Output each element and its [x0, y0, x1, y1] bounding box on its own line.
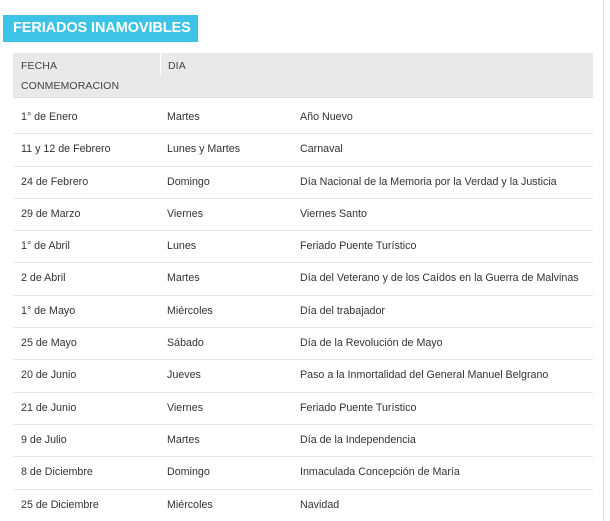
- row-conmemoracion: Día de la Independencia: [300, 433, 416, 446]
- row-fecha: 9 de Julio: [21, 433, 67, 446]
- section-title: FERIADOS INAMOVIBLES: [3, 15, 198, 42]
- row-conmemoracion: Día del Veterano y de los Caídos en la Guerra de Malvinas: [300, 272, 579, 285]
- row-conmemoracion: Día de la Revolución de Mayo: [300, 337, 443, 350]
- row-dia: Viernes: [167, 401, 204, 414]
- row-fecha: 11 y 12 de Febrero: [21, 143, 111, 156]
- row-fecha: 29 de Marzo: [21, 207, 81, 220]
- row-fecha: 20 de Junio: [21, 369, 77, 382]
- table-row: [13, 231, 593, 263]
- row-fecha: 25 de Mayo: [21, 337, 77, 350]
- table-row: [13, 328, 593, 360]
- row-fecha: 1° de Abril: [21, 240, 70, 253]
- row-dia: Martes: [167, 111, 200, 123]
- table-row: [13, 490, 593, 521]
- table-row: [13, 199, 593, 231]
- table-row: [13, 360, 593, 392]
- row-fecha: 25 de Diciembre: [21, 498, 99, 511]
- holidays-table: [13, 53, 593, 521]
- row-conmemoracion: Carnaval: [300, 143, 343, 156]
- row-fecha: 2 de Abril: [21, 272, 66, 285]
- table-row: [13, 296, 593, 328]
- row-conmemoracion: Paso a la Inmortalidad del General Manuel Belgrano: [300, 369, 549, 382]
- row-dia: Jueves: [167, 369, 201, 382]
- table-row: [13, 425, 593, 457]
- row-conmemoracion: Feriado Puente Turístico: [300, 240, 417, 253]
- table-row: [13, 263, 593, 295]
- row-dia: Martes: [167, 272, 200, 285]
- row-dia: Viernes: [167, 207, 204, 220]
- row-dia: Lunes: [167, 240, 197, 253]
- row-conmemoracion: Inmaculada Concepción de María: [300, 466, 460, 479]
- header-conmemoracion: CONMEMORACION: [21, 80, 120, 92]
- table-row: [13, 393, 593, 425]
- table-row: [13, 457, 593, 489]
- row-conmemoracion: Navidad: [300, 498, 340, 511]
- row-conmemoracion: Feriado Puente Turístico: [300, 401, 417, 414]
- header-divider: [160, 53, 161, 75]
- table-body: [13, 102, 593, 521]
- row-fecha: 1° de Enero: [21, 111, 78, 123]
- row-fecha: 24 de Febrero: [21, 175, 89, 188]
- row-dia: Sábado: [167, 337, 204, 350]
- table-row: [13, 102, 593, 134]
- row-fecha: 1° de Mayo: [21, 304, 76, 317]
- header-dia: DIA: [168, 60, 186, 72]
- row-dia: Domingo: [167, 175, 210, 188]
- row-conmemoracion: Día del trabajador: [300, 304, 385, 317]
- row-dia: Martes: [167, 433, 200, 446]
- row-dia: Domingo: [167, 466, 210, 479]
- table-row: [13, 167, 593, 199]
- row-dia: Miércoles: [167, 498, 213, 511]
- row-conmemoracion: Día Nacional de la Memoria por la Verdad y la Justicia: [300, 175, 557, 188]
- row-conmemoracion: Año Nuevo: [300, 111, 353, 123]
- right-border-rule: [603, 0, 604, 521]
- table-header: [13, 53, 593, 98]
- row-dia: Lunes y Martes: [167, 143, 241, 156]
- row-fecha: 21 de Junio: [21, 401, 77, 414]
- header-fecha: FECHA: [21, 60, 58, 72]
- table-row: [13, 134, 593, 166]
- row-dia: Miércoles: [167, 304, 213, 317]
- row-fecha: 8 de Diciembre: [21, 466, 93, 479]
- row-conmemoracion: Viernes Santo: [300, 207, 367, 220]
